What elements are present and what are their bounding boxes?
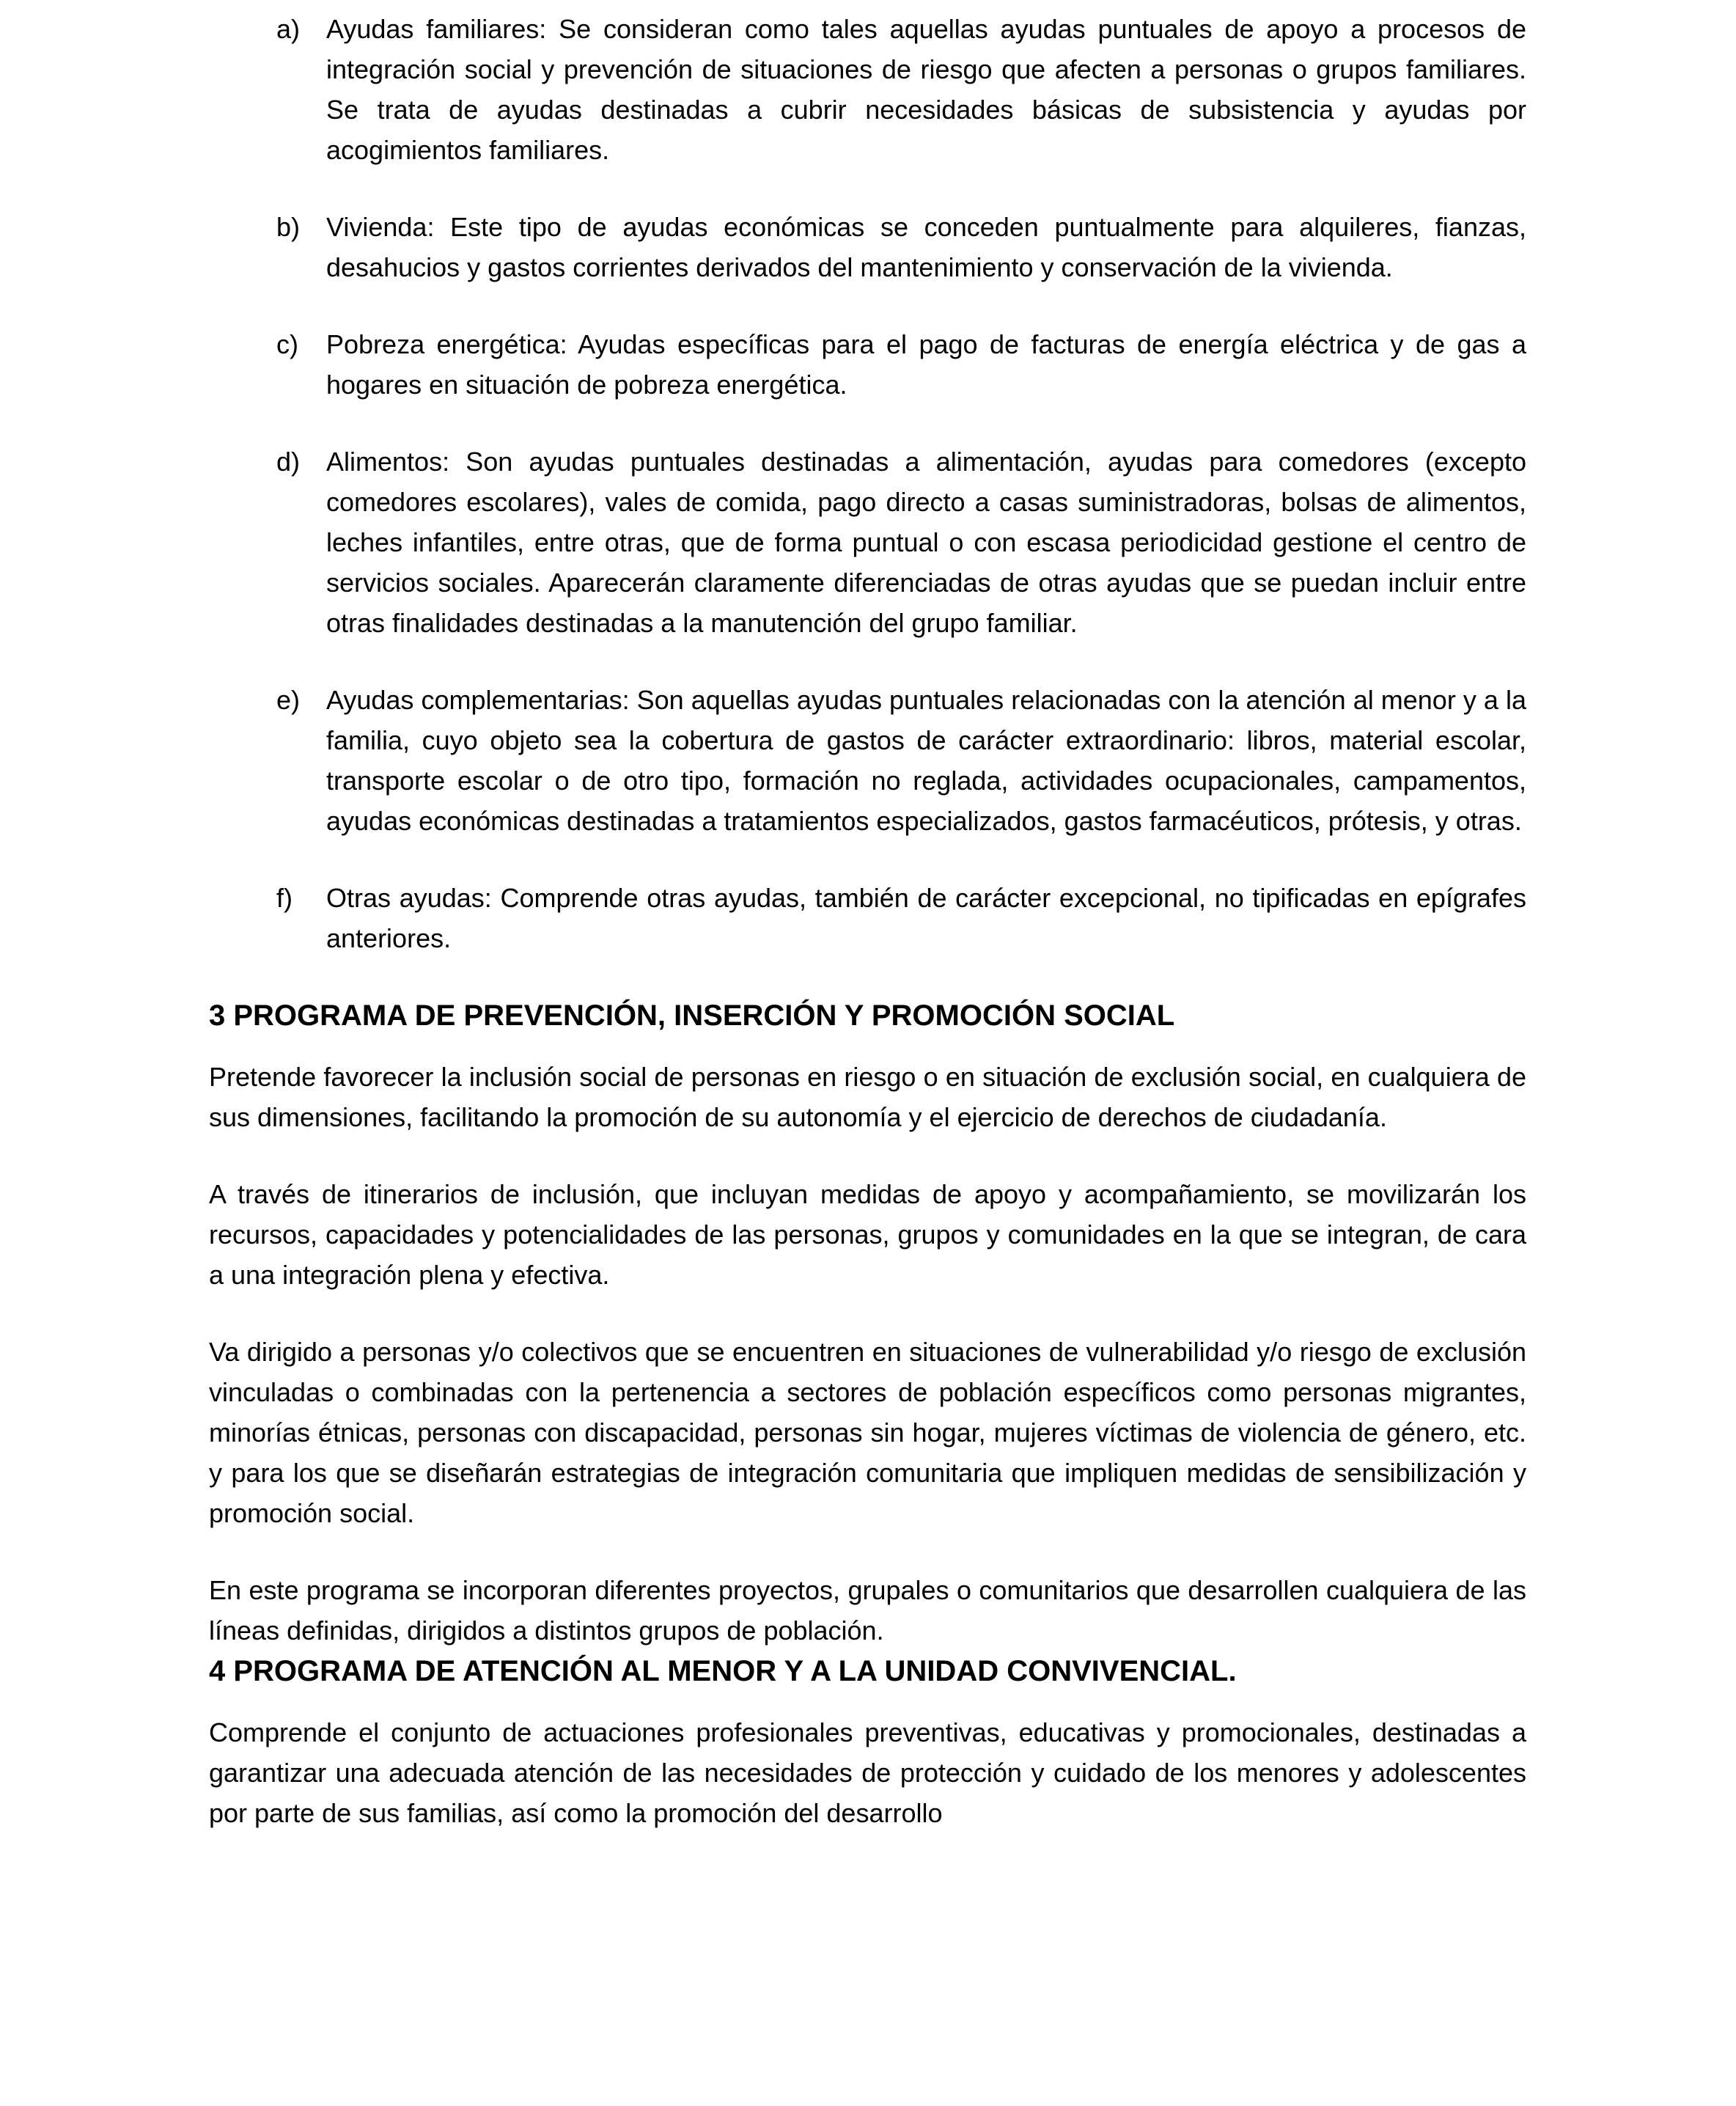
- list-item-b-marker: b): [276, 212, 301, 242]
- list-item-f-text: Otras ayudas: Comprende otras ayudas, también de carácter excepcional, no tipificadas en epígrafes anteriores.: [326, 883, 1526, 953]
- section-4: [209, 1651, 1526, 1833]
- list-item-f-marker: f): [276, 883, 293, 913]
- list-item-c-text: Pobreza energética: Ayudas específicas para el pago de facturas de energía eléctrica y de gas a hogares en situación de pobreza energética.: [326, 329, 1526, 400]
- list-item-d-marker: d): [276, 447, 301, 477]
- list-item-a-text: Ayudas familiares: Se consideran como tales aquellas ayudas puntuales de apoyo a procesos de integración social y prevención de situaciones de riesgo que afecten a personas o grupos familiares. Se trata de ayudas destinadas a cubrir necesidades básicas de subsistencia y ayudas por acogimientos familiares.: [326, 14, 1526, 165]
- section-3-heading: 3 PROGRAMA DE PREVENCIÓN, INSERCIÓN Y PROMOCIÓN SOCIAL: [209, 999, 1175, 1032]
- list-item-d: [209, 441, 1526, 643]
- section-3-paragraph-2: A través de itinerarios de inclusión, que incluyan medidas de apoyo y acompañamiento, se movilizarán los recursos, capacidades y potencialidades de las personas, grupos y comunidades en la que se integran, de cara a una integración plena y efectiva.: [209, 1179, 1526, 1290]
- section-3: [209, 995, 1526, 1651]
- list-item-c-marker: c): [276, 329, 298, 359]
- aid-types-lettered-list: [209, 9, 1526, 958]
- list-item-a: [209, 9, 1526, 170]
- list-item-b-text: Vivienda: Este tipo de ayudas económicas se conceden puntualmente para alquileres, fianzas, desahucios y gastos corrientes derivados del mantenimiento y conservación de la vivienda.: [326, 212, 1526, 282]
- section-4-paragraph-1: Comprende el conjunto de actuaciones profesionales preventivas, educativas y promocionales, destinadas a garantizar una adecuada atención de las necesidades de protección y cuidado de los menores y adolescentes por parte de sus familias, así como la promoción del desarrollo: [209, 1717, 1526, 1828]
- list-item-a-marker: a): [276, 14, 301, 44]
- list-item-f: [209, 878, 1526, 958]
- list-item-c: [209, 324, 1526, 405]
- list-item-e-marker: e): [276, 685, 301, 715]
- section-3-paragraph-3: Va dirigido a personas y/o colectivos que se encuentren en situaciones de vulnerabilidad y/o riesgo de exclusión vinculadas o combinadas con la pertenencia a sectores de población específicos como personas migrantes, minorías étnicas, personas con discapacidad, personas sin hogar, mujeres víctimas de violencia de género, etc. y para los que se diseñarán estrategias de integración comunitaria que impliquen medidas de sensibilización y promoción social.: [209, 1337, 1526, 1528]
- section-4-heading: 4 PROGRAMA DE ATENCIÓN AL MENOR Y A LA UNIDAD CONVIVENCIAL.: [209, 1655, 1237, 1687]
- list-item-d-text: Alimentos: Son ayudas puntuales destinadas a alimentación, ayudas para comedores (excepto comedores escolares), vales de comida, pago directo a casas suministradoras, bolsas de alimentos, leches infantiles, entre otras, que de forma puntual o con escasa periodicidad gestione el centro de servicios sociales. Aparecerán claramente diferenciadas de otras ayudas que se puedan incluir entre otras finalidades destinadas a la manutención del grupo familiar.: [326, 447, 1526, 638]
- list-item-e: [209, 680, 1526, 841]
- list-item-b: [209, 207, 1526, 287]
- section-3-paragraph-1: Pretende favorecer la inclusión social de personas en riesgo o en situación de exclusión social, en cualquiera de sus dimensiones, facilitando la promoción de su autonomía y el ejercicio de derechos de ciudadanía.: [209, 1062, 1526, 1132]
- list-item-e-text: Ayudas complementarias: Son aquellas ayudas puntuales relacionadas con la atención al menor y a la familia, cuyo objeto sea la cobertura de gastos de carácter extraordinario: libros, material escolar, transporte escolar o de otro tipo, formación no reglada, actividades ocupacionales, campamentos, ayudas económicas destinadas a tratamientos especializados, gastos farmacéuticos, prótesis, y otras.: [326, 685, 1526, 836]
- section-3-paragraph-4: En este programa se incorporan diferentes proyectos, grupales o comunitarios que desarrollen cualquiera de las líneas definidas, dirigidos a distintos grupos de población.: [209, 1575, 1526, 1645]
